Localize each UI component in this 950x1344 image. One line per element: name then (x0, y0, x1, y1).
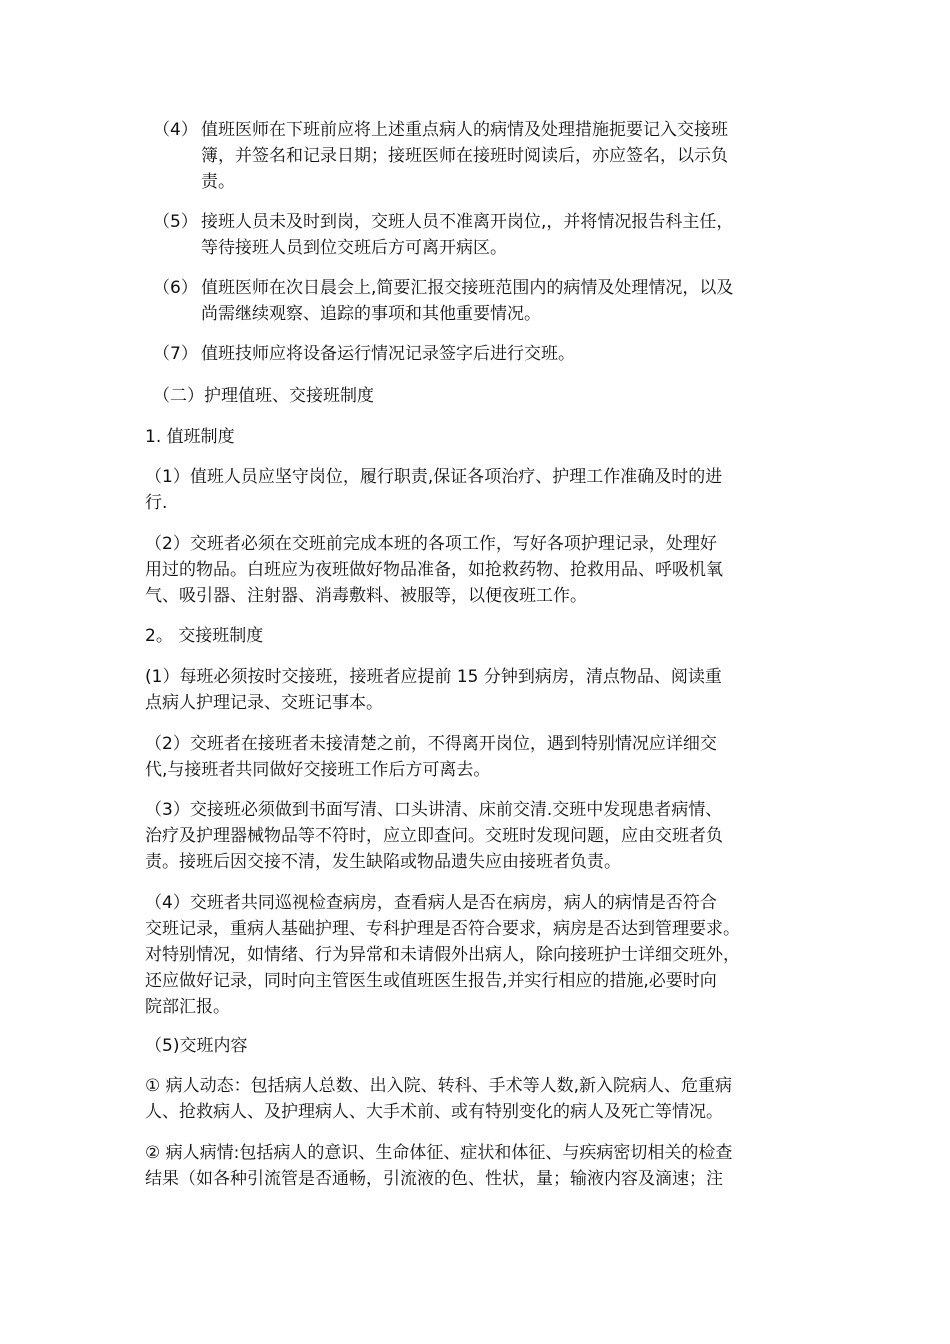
list-item (153, 341, 813, 367)
text-line: 簿，并签名和记录日期；接班医师在接班时阅读后，亦应签名，以示负 (201, 146, 728, 166)
subsection-heading: 1. 值班制度 (145, 427, 235, 447)
text-line: 代,与接班者共同做好交接班工作后方可离去。 (145, 760, 491, 780)
item-text (201, 275, 813, 327)
paragraph (145, 531, 805, 609)
paragraph (145, 664, 805, 716)
text-line: 交班记录，重病人基础护理、专科护理是否符合要求，病房是否达到管理要求。 (145, 919, 740, 939)
paragraph (145, 1140, 805, 1192)
text-line: 点病人护理记录、交班记事本。 (145, 693, 383, 713)
text-line: 院部汇报。 (145, 997, 230, 1017)
item-text (201, 209, 813, 261)
text-line: 结果（如各种引流管是否通畅，引流液的色、性状，量；输液内容及滴速；注 (145, 1169, 723, 1189)
paragraph (145, 1073, 805, 1125)
text-line: 气、吸引器、注射器、消毒敷料、被服等，以便夜班工作。 (145, 586, 587, 606)
text-line: 责。 (201, 172, 235, 192)
item-number: （4） (153, 120, 198, 140)
text-line: ① 病人动态：包括病人总数、出入院、转科、手术等人数,新入院病人、危重病 (145, 1076, 733, 1096)
item-text (201, 117, 813, 195)
paragraph (145, 731, 805, 783)
text-line: （1）值班人员应坚守岗位，履行职责,保证各项治疗、护理工作准确及时的进 (145, 467, 723, 487)
text-line: 责。接班后因交接不清，发生缺陷或物品遗失应由接班者负责。 (145, 852, 621, 872)
paragraph: （5)交班内容 (145, 1036, 248, 1056)
list-item (153, 275, 813, 327)
text-line: （2）交班者必须在交班前完成本班的各项工作，写好各项护理记录，处理好 (145, 534, 717, 554)
item-number: （7） (153, 344, 198, 364)
text-line: 值班医师在次日晨会上,简要汇报交接班范围内的病情及处理情况，以及 (201, 278, 734, 298)
text-line: 用过的物品。白班应为夜班做好物品准备，如抢救药物、抢救用品、呼吸机氧 (145, 560, 723, 580)
text-line: 尚需继续观察、追踪的事项和其他重要情况。 (201, 304, 541, 324)
text-line: 对特别情况，如情绪、行为异常和未请假外出病人，除向接班护士详细交班外， (145, 945, 740, 965)
text-line: 值班技师应将设备运行情况记录签字后进行交班。 (201, 344, 575, 364)
text-line: 等待接班人员到位交班后方可离开病区。 (201, 238, 507, 258)
item-number: （5） (153, 212, 198, 232)
text-line: ② 病人病情:包括病人的意识、生命体征、症状和体征、与疾病密切相关的检查 (145, 1143, 733, 1163)
item-number: （6） (153, 278, 198, 298)
text-line: 人、抢救病人、及护理病人、大手术前、或有特别变化的病人及死亡等情况。 (145, 1102, 723, 1122)
section-heading: （二）护理值班、交接班制度 (153, 386, 374, 406)
paragraph (145, 464, 805, 516)
text-line: 接班人员未及时到岗，交班人员不准离开岗位,，并将情况报告科主任， (201, 212, 734, 232)
text-line: 治疗及护理器械物品等不符时，应立即查问。交班时发现问题，应由交班者负 (145, 826, 723, 846)
text-line: （3）交接班必须做到书面写清、口头讲清、床前交清.交班中发现患者病情、 (145, 800, 723, 820)
text-line: （4）交班者共同巡视检查病房，查看病人是否在病房，病人的病情是否符合 (145, 893, 717, 913)
text-line: 行. (145, 493, 168, 513)
paragraph (145, 797, 805, 875)
text-line: 值班医师在下班前应将上述重点病人的病情及处理措施扼要记入交接班 (201, 120, 728, 140)
text-line: （2）交班者在接班者未接清楚之前，不得离开岗位，遇到特别情况应详细交 (145, 734, 717, 754)
text-line: (1）每班必须按时交接班，接班者应提前 15 分钟到病房，清点物品、阅读重 (145, 667, 722, 687)
list-item (153, 117, 813, 195)
text-line: 还应做好记录，同时向主管医生或值班医生报告,并实行相应的措施,必要时向 (145, 971, 717, 991)
item-text (201, 341, 813, 367)
subsection-heading: 2。 交接班制度 (145, 626, 264, 646)
list-item (153, 209, 813, 261)
paragraph (145, 890, 805, 1020)
